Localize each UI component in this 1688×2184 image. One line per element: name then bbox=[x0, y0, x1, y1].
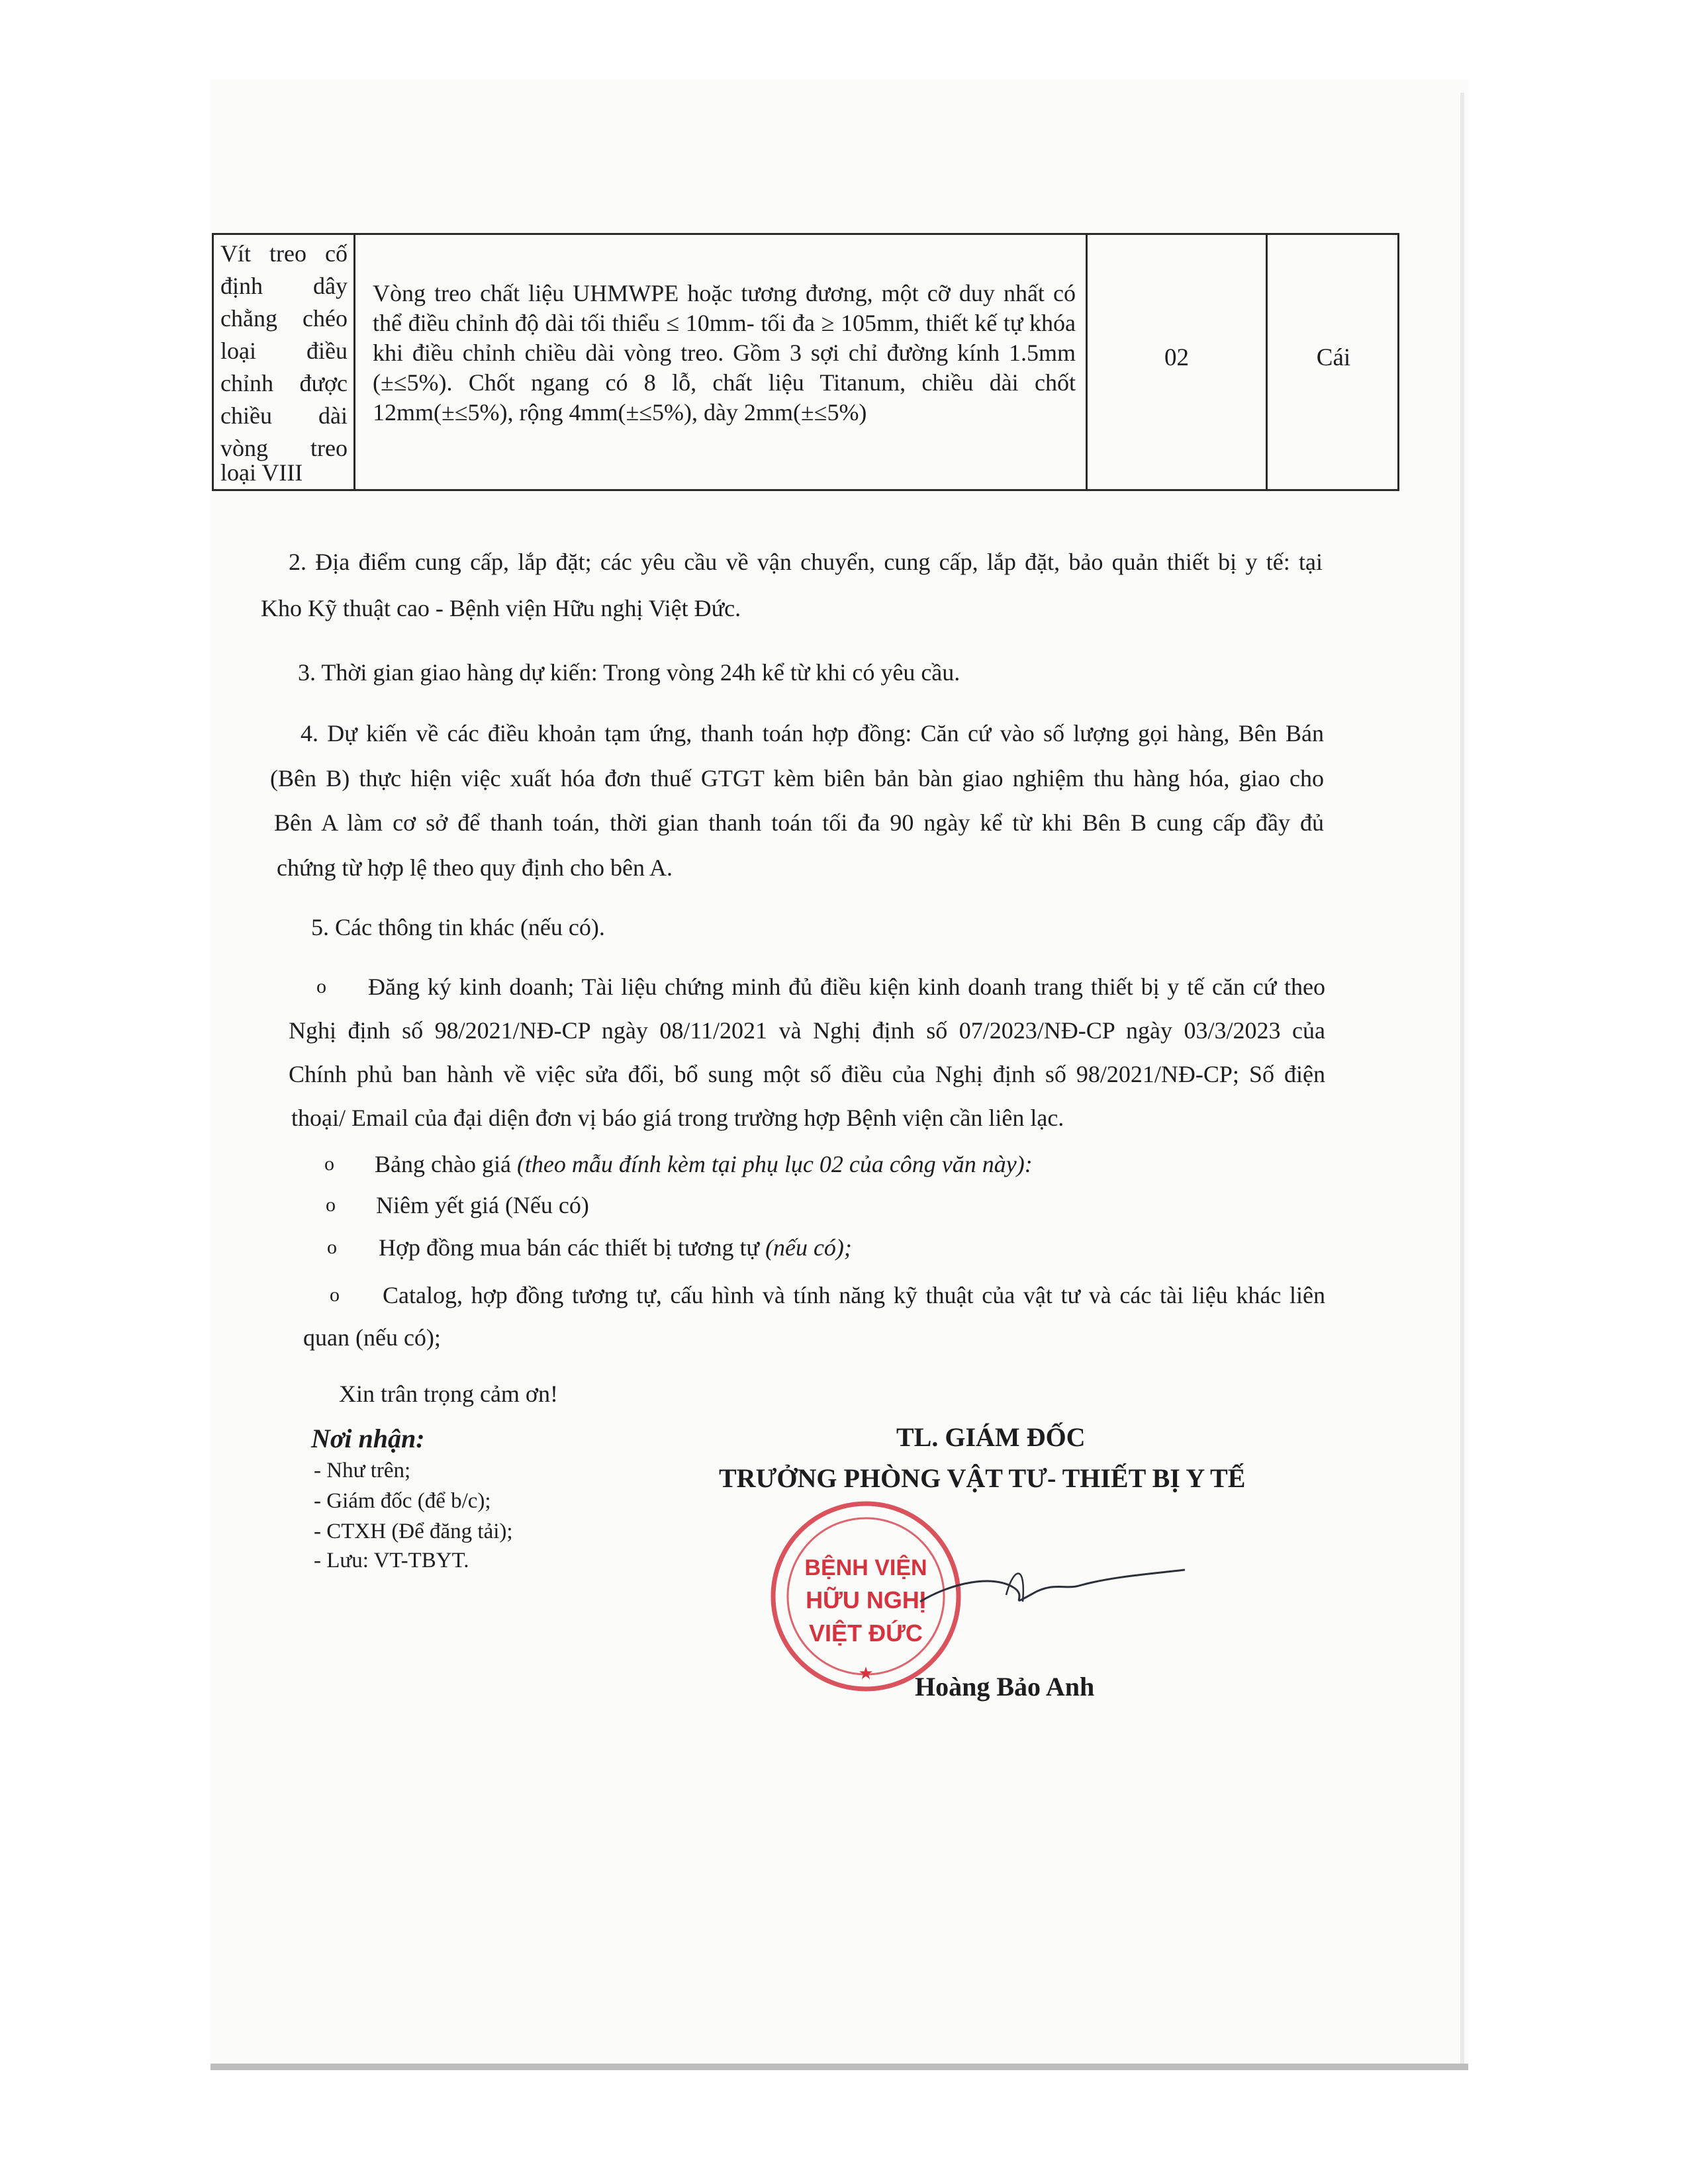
signer-name: Hoàng Bảo Anh bbox=[915, 1672, 1095, 1702]
item-name-line: vòng treo bbox=[220, 435, 348, 461]
bullet-2-note: (theo mẫu đính kèm tại phụ lục 02 của công văn này): bbox=[516, 1151, 1033, 1177]
bullet-2 bbox=[375, 1150, 1033, 1178]
section-4-line-2: (Bên B) thực hiện việc xuất hóa đơn thuế GTGT kèm biên bản bàn giao nghiệm thu hàng hóa, giao cho bbox=[270, 765, 1324, 792]
section-2-line-1: 2. Địa điểm cung cấp, lắp đặt; các yêu cầu về vận chuyển, cung cấp, lắp đặt, bảo quản thiết bị y tế: tại bbox=[289, 549, 1323, 575]
signer-position: TRƯỞNG PHÒNG VẬT TƯ- THIẾT BỊ Y TẾ bbox=[719, 1463, 1246, 1493]
section-5: 5. Các thông tin khác (nếu có). bbox=[311, 914, 605, 940]
item-name-line: Vít treo cố bbox=[220, 240, 348, 267]
bullet-4 bbox=[379, 1234, 852, 1261]
bullet-4-text: Hợp đồng mua bán các thiết bị tương tự bbox=[379, 1234, 765, 1261]
bullet-marker: o bbox=[316, 976, 326, 997]
bullet-5-line-1: Catalog, hợp đồng tương tự, cấu hình và tính năng kỹ thuật của vật tư và các tài liệu khác liên bbox=[383, 1282, 1325, 1308]
bullet-4-note: (nếu có); bbox=[765, 1234, 852, 1261]
section-4-line-3: Bên A làm cơ sở để thanh toán, thời gian thanh toán tối đa 90 ngày kể từ khi Bên B cung cấp đầy đủ bbox=[274, 809, 1324, 836]
item-description: Vòng treo chất liệu UHMWPE hoặc tương đương, một cỡ duy nhất có thể điều chỉnh độ dài tối thiểu ≤ 10mm- tối đa ≥ 105mm, thiết kế tự khóa khi điều chỉnh chiều dài vòng treo. Gồm 3 sợi chỉ đường kính 1.5mm (±≤5%). Chốt ngang có 8 lỗ, chất liệu Titanum, chiều dài chốt 12mm(±≤5%), rộng 4mm(±≤5%), dày 2mm(±≤5%) bbox=[373, 280, 1076, 426]
table-cell-quantity bbox=[1088, 235, 1268, 489]
bullet-marker: o bbox=[327, 1236, 337, 1258]
bullet-1-line-3: Chính phủ ban hành về việc sửa đổi, bổ sung một số điều của Nghị định số 98/2021/NĐ-CP; Số điện bbox=[289, 1061, 1325, 1087]
stamp-line-2: HỮU NGHỊ bbox=[806, 1586, 926, 1614]
item-name-line: loại điều bbox=[220, 338, 348, 364]
stamp-line-3: VIỆT ĐỨC bbox=[809, 1619, 923, 1647]
recipient-item: - Như trên; bbox=[314, 1459, 411, 1482]
bullet-marker: o bbox=[324, 1153, 334, 1175]
bullet-1-line-2: Nghị định số 98/2021/NĐ-CP ngày 08/11/2021 và Nghị định số 07/2023/NĐ-CP ngày 03/3/2023 của bbox=[289, 1017, 1325, 1044]
paper-bottom-edge bbox=[211, 2064, 1468, 2070]
section-3: 3. Thời gian giao hàng dự kiến: Trong vòng 24h kể từ khi có yêu cầu. bbox=[298, 659, 961, 686]
stamp-line-1: BỆNH VIỆN bbox=[804, 1555, 927, 1580]
recipients-title: Nơi nhận: bbox=[311, 1424, 425, 1453]
table-cell-description bbox=[355, 235, 1088, 489]
section-4-line-4: chứng từ hợp lệ theo quy định cho bên A. bbox=[277, 854, 673, 881]
stamp-star-icon: ★ bbox=[858, 1664, 874, 1684]
bullet-3: Niêm yết giá (Nếu có) bbox=[376, 1192, 589, 1218]
bullet-marker: o bbox=[330, 1284, 340, 1306]
item-name-line: chỉnh được bbox=[220, 370, 348, 396]
section-2-line-2: Kho Kỹ thuật cao - Bệnh viện Hữu nghị Việt Đức. bbox=[261, 595, 741, 621]
recipient-item: - CTXH (Để đăng tải); bbox=[314, 1520, 513, 1543]
item-name-line: định dây bbox=[220, 273, 348, 299]
bullet-1-line-1: Đăng ký kinh doanh; Tài liệu chứng minh đủ điều kiện kinh doanh trang thiết bị y tế căn cứ theo bbox=[368, 974, 1325, 1000]
spec-table bbox=[212, 233, 1399, 491]
item-name-line: chằng chéo bbox=[220, 305, 348, 332]
item-quantity: 02 bbox=[1164, 343, 1189, 371]
recipient-item: - Giám đốc (để b/c); bbox=[314, 1489, 491, 1513]
signer-title: TL. GIÁM ĐỐC bbox=[896, 1422, 1086, 1452]
bullet-1-line-4: thoại/ Email của đại diện đơn vị báo giá trong trường hợp Bệnh viện cần liên lạc. bbox=[291, 1105, 1064, 1131]
closing-text: Xin trân trọng cảm ơn! bbox=[339, 1381, 558, 1407]
paper-edge bbox=[1460, 93, 1464, 2065]
item-name-line: loại VIII bbox=[220, 459, 303, 486]
item-name-line: chiều dài bbox=[220, 402, 348, 429]
bullet-5-line-2: quan (nếu có); bbox=[303, 1324, 441, 1351]
recipient-item: - Lưu: VT-TBYT. bbox=[314, 1549, 469, 1572]
section-4-line-1: 4. Dự kiến về các điều khoản tạm ứng, thanh toán hợp đồng: Căn cứ vào số lượng gọi hàng, Bên Bán bbox=[301, 720, 1324, 747]
table-cell-unit bbox=[1268, 235, 1399, 489]
bullet-marker: o bbox=[326, 1194, 336, 1216]
table-cell-item-name bbox=[214, 235, 355, 489]
item-unit: Cái bbox=[1316, 343, 1351, 371]
handwritten-signature bbox=[914, 1555, 1192, 1621]
bullet-2-text: Bảng chào giá bbox=[375, 1151, 517, 1177]
